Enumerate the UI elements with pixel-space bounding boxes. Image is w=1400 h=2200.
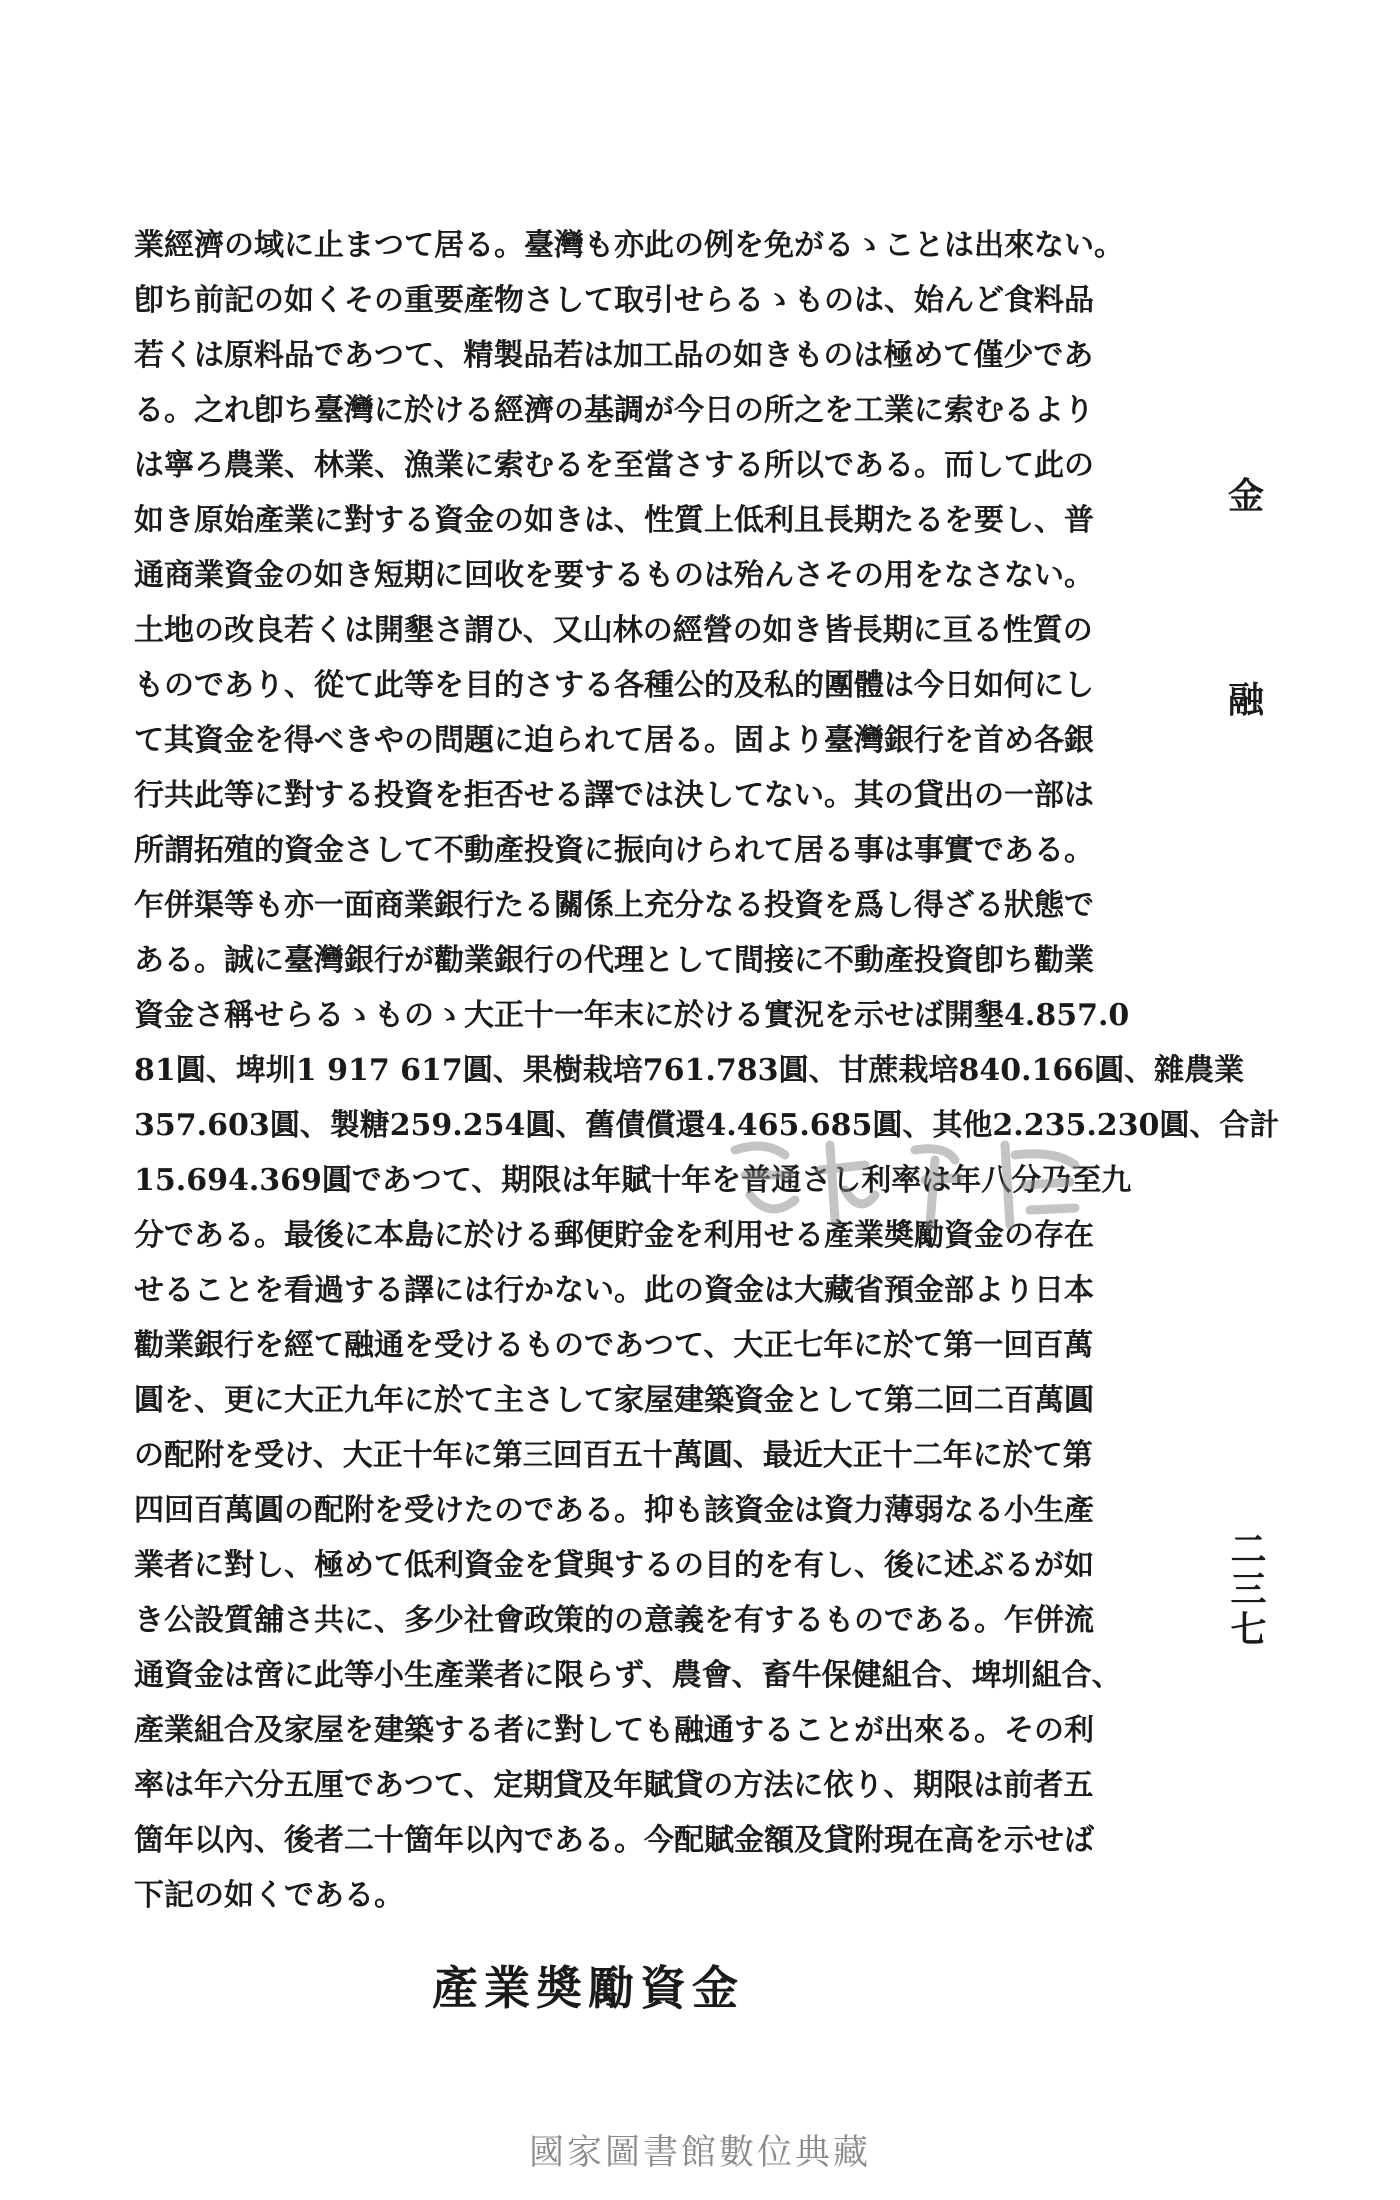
text-line: せることを看過する譯には行かない。此の資金は大藏省預金部より日本 — [134, 1273, 1094, 1308]
text-line: の配附を受け、大正十年に第三回百五十萬圓、最近大正十二年に於て第 — [134, 1438, 1093, 1473]
text-line: 乍併渠等も亦一面商業銀行たる關係上充分なる投資を爲し得ざる狀態で — [134, 888, 1094, 923]
text-line: 81圓、埤圳1 917 617圓、果樹栽培761.783圓、甘蔗栽培840.166圓、雜農業 — [134, 1053, 1245, 1088]
text-line: 通商業資金の如き短期に回收を要するものは殆んさその用をなさない。 — [134, 558, 1094, 593]
text-line: 資金さ稱せらるゝものゝ大正十一年末に於ける實況を示せば開墾4.857.0 — [134, 998, 1130, 1033]
text-line: 若くは原料品であつて、精製品若は加工品の如きものは極めて僅少であ — [134, 338, 1094, 373]
text-line: ある。誠に臺灣銀行が勸業銀行の代理として間接に不動產投資卽ち勸業 — [134, 943, 1094, 978]
text-line: 箇年以內、後者二十箇年以內である。今配賦金額及貸附現在高を示せば — [134, 1823, 1094, 1858]
text-line: る。之れ卽ち臺灣に於ける經濟の基調が今日の所之を工業に索むるより — [134, 393, 1094, 428]
text-line: 行共此等に對する投資を拒否せる譯では決してない。其の貸出の一部は — [134, 778, 1094, 813]
text-line: 15.694.369圓であつて、期限は年賦十年を普通さし利率は年八分乃至九 — [134, 1163, 1132, 1198]
text-line: 土地の改良若くは開墾さ謂ひ、又山林の經營の如き皆長期に亘る性質の — [134, 613, 1093, 648]
text-line: 下記の如くである。 — [134, 1878, 404, 1913]
text-line: き公設質舖さ共に、多少社會政策的の意義を有するものである。乍併流 — [134, 1603, 1094, 1638]
text-line: 勸業銀行を經て融通を受けるものであつて、大正七年に於て第一回百萬 — [134, 1328, 1094, 1363]
footer-watermark: 國家圖書館數位典藏 — [528, 2133, 871, 2173]
margin-header-char: 融 — [1228, 679, 1265, 721]
text-line: 業經濟の域に止まつて居る。臺灣も亦此の例を免がるゝことは出來ない。 — [134, 228, 1124, 263]
text-line: 分である。最後に本島に於ける郵便貯金を利用せる產業奬勵資金の存在 — [134, 1218, 1094, 1253]
page-number: 二三七 — [1225, 1530, 1267, 1650]
text-line: 業者に對し、極めて低利資金を貸與するの目的を有し、後に述ぶるが如 — [134, 1548, 1094, 1583]
text-line: は寧ろ農業、林業、漁業に索むるを至當さする所以である。而して此の — [134, 448, 1094, 483]
text-line: 通資金は啻に此等小生產業者に限らず、農會、畜牛保健組合、埤圳組合、 — [134, 1658, 1122, 1693]
text-line: 率は年六分五厘であつて、定期貸及年賦貸の方法に依り、期限は前者五 — [134, 1768, 1094, 1803]
text-line: 如き原始產業に對する資金の如きは、性質上低利且長期たるを要し、普 — [134, 503, 1094, 538]
text-line: 圓を、更に大正九年に於て主さして家屋建築資金として第二回二百萬圓 — [134, 1383, 1094, 1418]
text-line: 卽ち前記の如くその重要產物さして取引せらるゝものは、始んど食料品 — [134, 283, 1094, 318]
section-heading: 產業奬勵資金 — [432, 1961, 744, 2015]
text-line: て其資金を得べきやの問題に迫られて居る。固より臺灣銀行を首め各銀 — [134, 723, 1094, 758]
text-line: 四回百萬圓の配附を受けたのである。抑も該資金は資力薄弱なる小生產 — [134, 1493, 1094, 1528]
text-line: ものであり、從て此等を目的さする各種公的及私的團體は今日如何にし — [134, 668, 1094, 703]
margin-header-char: 金 — [1228, 475, 1265, 517]
text-line: 357.603圓、製糖259.254圓、舊債償還4.465.685圓、其他2.235.230圓、合計 — [134, 1108, 1280, 1143]
text-line: 所謂拓殖的資金さして不動產投資に振向けられて居る事は事實である。 — [134, 833, 1094, 868]
text-line: 產業組合及家屋を建築する者に對しても融通することが出來る。その利 — [134, 1713, 1094, 1748]
